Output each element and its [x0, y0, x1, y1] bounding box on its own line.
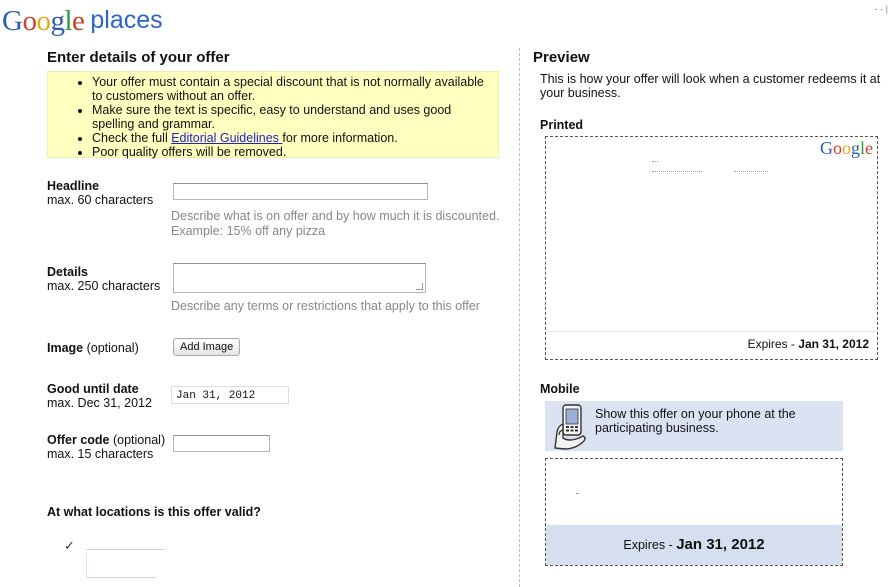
expires-date: Jan 31, 2012 — [798, 337, 869, 351]
mobile-banner-text: Show this offer on your phone at the participating business. — [595, 407, 796, 435]
good-until-label: Good until date — [47, 382, 139, 396]
form-title: Enter details of your offer — [47, 49, 230, 66]
notice-item: • Poor quality offers will be removed. — [92, 145, 490, 159]
headline-limit: max. 60 characters — [47, 193, 154, 207]
mobile-banner — [545, 401, 843, 451]
preview-description: This is how your offer will look when a customer redeems it at your business. — [540, 72, 881, 100]
google-wordmark — [2, 5, 84, 37]
image-optional: (optional) — [83, 341, 139, 355]
printed-preview — [545, 136, 878, 360]
offer-code-label-group — [47, 433, 165, 461]
details-hint: Describe any terms or restrictions that apply to this offer — [171, 299, 480, 313]
details-limit: max. 250 characters — [47, 279, 161, 293]
notice-item: • Make sure the text is specific, easy to understand and uses good spelling and grammar. — [92, 103, 490, 131]
placeholder-dots — [734, 171, 768, 172]
location-placeholder-line — [86, 577, 156, 578]
location-checkbox[interactable]: ✓ — [64, 538, 75, 553]
headline-hint-example: Example: 15% off any pizza — [171, 224, 326, 238]
placeholder-dots — [652, 161, 658, 162]
offer-code-limit: max. 15 characters — [47, 447, 154, 461]
logo-letter: o — [22, 5, 37, 37]
google-places-logo — [2, 5, 163, 39]
locations-question: At what locations is this offer valid? — [47, 505, 261, 519]
details-label: Details — [47, 265, 88, 279]
mobile-heading: Mobile — [540, 382, 580, 396]
offer-code-input[interactable] — [173, 435, 270, 452]
image-label: Image — [47, 341, 84, 355]
details-textarea[interactable] — [173, 263, 426, 293]
notice-text: for more information. — [282, 131, 398, 145]
mobile-preview — [545, 458, 843, 566]
good-until-label-group — [47, 382, 152, 410]
details-label-group — [47, 265, 160, 293]
good-until-date-input[interactable]: Jan 31, 2012 — [171, 386, 289, 404]
headline-input[interactable] — [173, 183, 428, 200]
preview-title: Preview — [533, 49, 590, 66]
add-image-button[interactable]: Add Image — [173, 338, 240, 356]
offer-code-label: Offer code — [47, 433, 110, 447]
logo-letter: g — [50, 5, 65, 37]
printed-expiry — [546, 331, 877, 359]
location-placeholder-line — [86, 549, 166, 550]
offer-code-optional: (optional) — [109, 433, 166, 447]
editorial-guidelines-link[interactable]: Editorial Guidelines — [171, 131, 283, 145]
headline-hint — [171, 209, 499, 239]
logo-letter: o — [36, 5, 51, 37]
placeholder-dots — [652, 171, 702, 172]
headline-label-group — [47, 179, 153, 207]
notice-box — [47, 71, 499, 158]
good-until-limit: max. Dec 31, 2012 — [47, 396, 152, 410]
logo-letter: G — [2, 5, 23, 37]
location-placeholder-bar — [86, 553, 87, 579]
expires-label: Expires - — [623, 538, 677, 552]
notice-item: • Your offer must contain a special discount that is not normally available to customers without an offer. — [92, 75, 490, 103]
notice-text: Check the full — [92, 131, 172, 145]
notice-list — [52, 75, 490, 159]
corner-decoration: - - | — [874, 4, 888, 14]
expires-label: Expires - — [747, 337, 799, 351]
notice-item — [92, 131, 490, 145]
logo-letter: e — [72, 5, 85, 37]
resize-handle[interactable] — [416, 283, 423, 290]
headline-label: Headline — [47, 179, 100, 193]
google-logo-small: Google — [819, 138, 873, 158]
product-name: places — [90, 6, 163, 34]
placeholder-dots — [576, 493, 578, 494]
phone-in-hand-icon — [549, 402, 591, 450]
expires-date: Jan 31, 2012 — [676, 536, 765, 553]
image-label-group — [47, 341, 139, 355]
printed-heading: Printed — [540, 118, 584, 132]
logo-letter: l — [64, 5, 73, 37]
headline-hint-line: Describe what is on offer and by how much it is discounted. — [171, 209, 500, 223]
column-divider — [519, 48, 520, 587]
mobile-expiry — [546, 525, 842, 565]
